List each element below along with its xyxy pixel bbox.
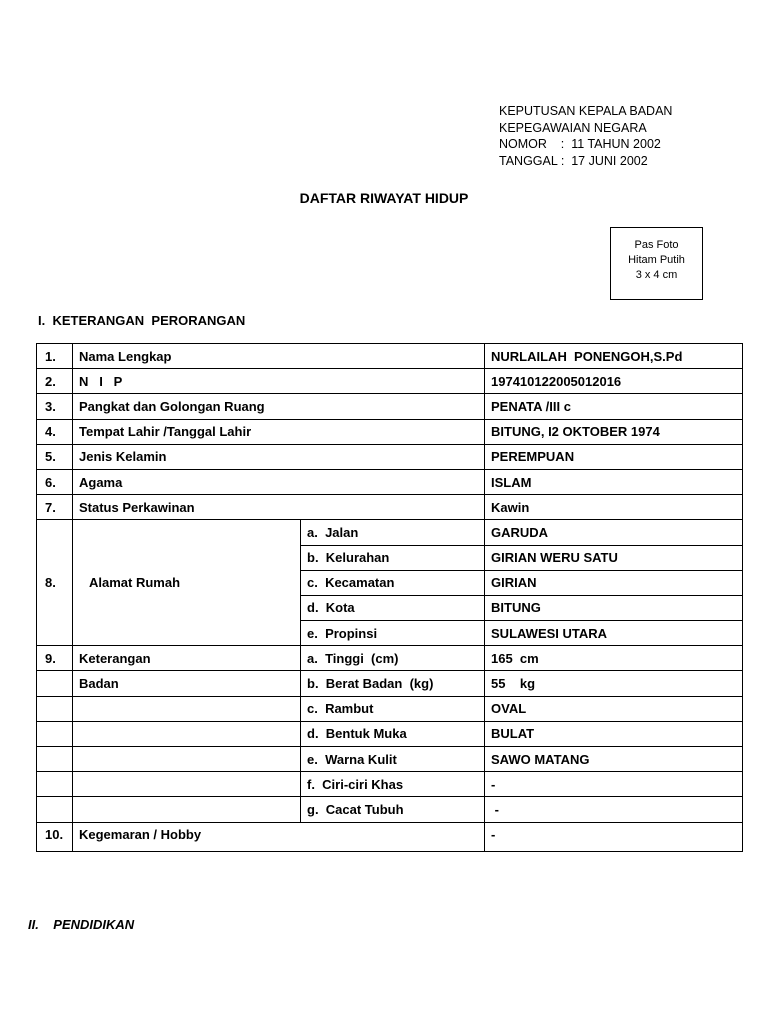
address-sub-label: a. Jalan (301, 520, 485, 545)
photo-label-3: 3 x 4 cm (635, 269, 678, 281)
photo-label-1: Pas Foto (634, 239, 679, 251)
decree-date: TANGGAL : 17 JUNI 2002 (499, 153, 648, 168)
row-label: Nama Lengkap (73, 344, 485, 369)
row-number: 6. (37, 469, 73, 494)
empty-cell (37, 747, 73, 772)
row-number: 4. (37, 419, 73, 444)
row-value: Kawin (485, 495, 743, 520)
row-value: PEREMPUAN (485, 444, 743, 469)
table-row (37, 444, 743, 469)
address-sub-label: c. Kecamatan (301, 570, 485, 595)
row-value: NURLAILAH PONENGOH,S.Pd (485, 344, 743, 369)
empty-cell (73, 721, 301, 746)
empty-cell (37, 671, 73, 696)
table-row (37, 369, 743, 394)
table-row (37, 772, 743, 797)
table-row (37, 797, 743, 822)
row-number: 3. (37, 394, 73, 419)
row-number: 7. (37, 495, 73, 520)
decree-number: NOMOR : 11 TAHUN 2002 (499, 137, 661, 151)
row-label: Kegemaran / Hobby (73, 822, 485, 851)
body-value: - (485, 772, 743, 797)
row-label: Status Perkawinan (73, 495, 485, 520)
decree-line-2: KEPEGAWAIAN NEGARA (499, 120, 647, 135)
address-value: SULAWESI UTARA (485, 621, 743, 646)
empty-cell (73, 772, 301, 797)
table-row (37, 696, 743, 721)
photo-label-2: Hitam Putih (628, 254, 685, 266)
address-sub-label: e. Propinsi (301, 621, 485, 646)
address-value: BITUNG (485, 595, 743, 620)
empty-cell (73, 797, 301, 822)
section-heading-personal: I. KETERANGAN PERORANGAN (38, 313, 246, 328)
body-sub-label: c. Rambut (301, 696, 485, 721)
body-value: 55 kg (485, 671, 743, 696)
address-sub-label: b. Kelurahan (301, 545, 485, 570)
body-sub-label: a. Tinggi (cm) (301, 646, 485, 671)
row-label: Agama (73, 469, 485, 494)
table-row (37, 495, 743, 520)
empty-cell (73, 747, 301, 772)
table-row (37, 646, 743, 671)
body-sub-label: g. Cacat Tubuh (301, 797, 485, 822)
address-sub-label: d. Kota (301, 595, 485, 620)
table-row (37, 419, 743, 444)
table-row (37, 469, 743, 494)
empty-cell (73, 696, 301, 721)
body-sub-label: f. Ciri-ciri Khas (301, 772, 485, 797)
personal-info-table (36, 343, 743, 852)
row-number: 10. (37, 822, 73, 851)
empty-cell (37, 721, 73, 746)
decree-line-1: KEPUTUSAN KEPALA BADAN (499, 104, 673, 118)
decree-reference (499, 103, 672, 169)
body-label-line-2: Badan (73, 671, 301, 696)
row-label: N I P (73, 369, 485, 394)
table-row (37, 822, 743, 851)
address-label: Alamat Rumah (73, 520, 301, 646)
document-title: DAFTAR RIWAYAT HIDUP (299, 190, 469, 206)
body-sub-label: e. Warna Kulit (301, 747, 485, 772)
row-value: PENATA /III c (485, 394, 743, 419)
section-heading-education: II. PENDIDIKAN (28, 917, 135, 932)
row-number: 1. (37, 344, 73, 369)
row-number: 8. (37, 520, 73, 646)
table-row (37, 671, 743, 696)
row-label: Tempat Lahir /Tanggal Lahir (73, 419, 485, 444)
row-value: BITUNG, I2 OKTOBER 1974 (485, 419, 743, 444)
body-sub-label: d. Bentuk Muka (301, 721, 485, 746)
row-number: 9. (37, 646, 73, 671)
empty-cell (37, 797, 73, 822)
document-title-wrap (0, 190, 768, 206)
body-value: 165 cm (485, 646, 743, 671)
table-row (37, 721, 743, 746)
body-value: BULAT (485, 721, 743, 746)
address-value: GARUDA (485, 520, 743, 545)
row-label: Jenis Kelamin (73, 444, 485, 469)
body-value: SAWO MATANG (485, 747, 743, 772)
table-row (37, 520, 743, 545)
row-value: - (485, 822, 743, 851)
body-value: OVAL (485, 696, 743, 721)
table-row (37, 747, 743, 772)
row-number: 2. (37, 369, 73, 394)
row-label: Pangkat dan Golongan Ruang (73, 394, 485, 419)
table-row (37, 394, 743, 419)
row-value: ISLAM (485, 469, 743, 494)
body-sub-label: b. Berat Badan (kg) (301, 671, 485, 696)
row-value: 197410122005012016 (485, 369, 743, 394)
row-number: 5. (37, 444, 73, 469)
photo-placeholder (610, 227, 703, 300)
body-value: - (485, 797, 743, 822)
empty-cell (37, 696, 73, 721)
address-value: GIRIAN (485, 570, 743, 595)
body-label-line-1: Keterangan (73, 646, 301, 671)
address-value: GIRIAN WERU SATU (485, 545, 743, 570)
table-row (37, 344, 743, 369)
empty-cell (37, 772, 73, 797)
